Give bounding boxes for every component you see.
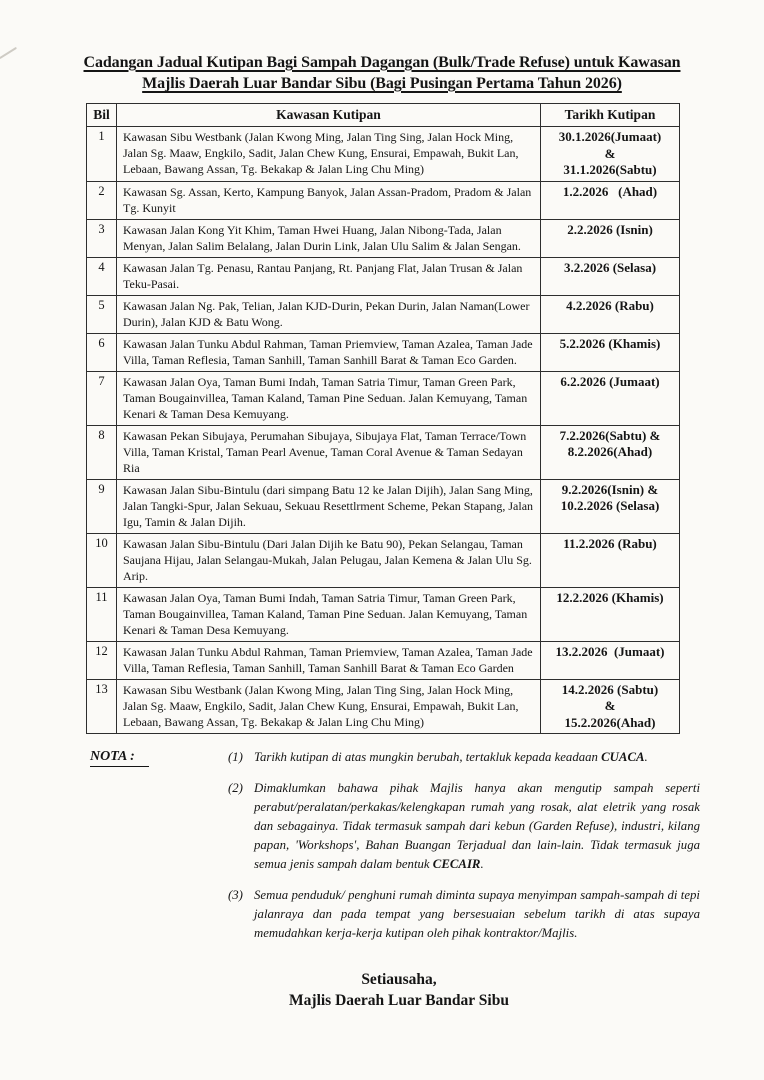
nota-item-number: (1): [228, 750, 243, 764]
kawasan-kutipan-cell: Kawasan Jalan Tg. Penasu, Rantau Panjang, Rt. Panjang Flat, Jalan Trusan & Jalan Teku-Pasai.: [117, 257, 541, 295]
table-row: [87, 219, 680, 257]
kawasan-kutipan-cell: Kawasan Jalan Sibu-Bintulu (Dari Jalan Dijih ke Batu 90), Pekan Selangau, Taman Saujana Hijau, Jalan Selangau-Mukah, Jalan Pelugau, Jalan Kemena & Jalan Ulu Sg. Arip.: [117, 533, 541, 587]
table-row: [87, 181, 680, 219]
tarikh-kutipan-cell: 14.2.2026 (Sabtu) & 15.2.2026(Ahad): [541, 679, 680, 734]
table-row: [87, 587, 680, 641]
tarikh-kutipan-cell: 13.2.2026 (Jumaat): [541, 641, 680, 679]
table-row: [87, 641, 680, 679]
tarikh-kutipan-cell: 1.2.2026 (Ahad): [541, 181, 680, 219]
nota-item-text: Dimaklumkan bahawa pihak Majlis hanya akan mengutip sampah seperti perabut/peralatan/perkakas/kelengkapan rumah yang rosak, alat eletrik yang rosak dan sebagainya. Tidak termasuk sampah dari kebun (Garden Refuse), industri, kilang papan, 'Workshops', Bahan Buangan Terjadual dan lain-lain. Tidak termasuk juga semua jenis sampah dalam bentuk CECAIR.: [254, 781, 700, 871]
document-title: [0, 0, 764, 94]
kawasan-kutipan-cell: Kawasan Jalan Tunku Abdul Rahman, Taman Priemview, Taman Azalea, Taman Jade Villa, Taman Reflesia, Taman Sanhill, Taman Sanhill Barat & Taman Eco Garden: [117, 641, 541, 679]
row-number: 13: [87, 679, 117, 734]
table-row: [87, 533, 680, 587]
table-row: [87, 333, 680, 371]
collection-table-body: [87, 127, 680, 734]
kawasan-kutipan-cell: Kawasan Jalan Oya, Taman Bumi Indah, Taman Satria Timur, Taman Green Park, Taman Bougainvillea, Taman Kaland, Taman Pine Seduan. Jalan Kemuyang, Taman Kenari & Taman Desa Kemuyang.: [117, 371, 541, 425]
header-tarikh: Tarikh Kutipan: [541, 104, 680, 127]
header-bil: Bil: [87, 104, 117, 127]
tarikh-kutipan-cell: 2.2.2026 (Isnin): [541, 219, 680, 257]
nota-section: [0, 748, 764, 943]
signature-role: Setiausaha,: [361, 971, 437, 988]
nota-item: [228, 748, 700, 767]
table-header-row: [87, 104, 680, 127]
signature-block: [249, 969, 549, 1011]
nota-item: [228, 779, 700, 874]
row-number: 3: [87, 219, 117, 257]
table-row: [87, 371, 680, 425]
nota-item-text: Semua penduduk/ penghuni rumah diminta supaya menyimpan sampah-sampah di tepi jalanraya dan pada tempat yang bersesuaian sebelum tarikh di atas supaya memudahkan kerja-kerja kutipan oleh pihak kontraktor/Majlis.: [254, 888, 700, 940]
kawasan-kutipan-cell: Kawasan Sg. Assan, Kerto, Kampung Banyok, Jalan Assan-Pradom, Pradom & Jalan Tg. Kunyit: [117, 181, 541, 219]
row-number: 12: [87, 641, 117, 679]
tarikh-kutipan-cell: 7.2.2026(Sabtu) & 8.2.2026(Ahad): [541, 425, 680, 479]
table-row: [87, 679, 680, 734]
kawasan-kutipan-cell: Kawasan Jalan Kong Yit Khim, Taman Hwei Huang, Jalan Nibong-Tada, Jalan Menyan, Jalan Salim Belalang, Jalan Durin Link, Jalan Ulu Salim & Jalan Sengan.: [117, 219, 541, 257]
nota-item: [228, 886, 700, 943]
tarikh-kutipan-cell: 5.2.2026 (Khamis): [541, 333, 680, 371]
table-row: [87, 257, 680, 295]
nota-items: [228, 748, 700, 943]
row-number: 8: [87, 425, 117, 479]
tarikh-kutipan-cell: 6.2.2026 (Jumaat): [541, 371, 680, 425]
table-row: [87, 425, 680, 479]
nota-item-number: (2): [228, 781, 243, 795]
collection-schedule-table: [86, 103, 680, 734]
table-row: [87, 127, 680, 182]
tarikh-kutipan-cell: 30.1.2026(Jumaat) & 31.1.2026(Sabtu): [541, 127, 680, 182]
kawasan-kutipan-cell: Kawasan Sibu Westbank (Jalan Kwong Ming, Jalan Ting Sing, Jalan Hock Ming, Jalan Sg. Maaw, Engkilo, Sadit, Jalan Chew Kung, Ensurai, Empawah, Bukit Lan, Lebaan, Bawang Assan, Tg. Bekakap & Jalan Ling Chu Ming): [117, 679, 541, 734]
nota-item-number: (3): [228, 888, 243, 902]
kawasan-kutipan-cell: Kawasan Jalan Oya, Taman Bumi Indah, Taman Satria Timur, Taman Green Park, Taman Bougainvillea, Taman Kaland, Taman Pine Seduan. Jalan Kemuyang, Taman Kenari & Taman Desa Kemuyang.: [117, 587, 541, 641]
row-number: 4: [87, 257, 117, 295]
row-number: 7: [87, 371, 117, 425]
table-row: [87, 479, 680, 533]
row-number: 6: [87, 333, 117, 371]
row-number: 9: [87, 479, 117, 533]
nota-item-text: Tarikh kutipan di atas mungkin berubah, tertakluk kepada keadaan CUACA.: [254, 750, 648, 764]
tarikh-kutipan-cell: 9.2.2026(Isnin) & 10.2.2026 (Selasa): [541, 479, 680, 533]
signature-organisation: Majlis Daerah Luar Bandar Sibu: [289, 992, 509, 1009]
tarikh-kutipan-cell: 12.2.2026 (Khamis): [541, 587, 680, 641]
tarikh-kutipan-cell: 3.2.2026 (Selasa): [541, 257, 680, 295]
row-number: 10: [87, 533, 117, 587]
tarikh-kutipan-cell: 4.2.2026 (Rabu): [541, 295, 680, 333]
row-number: 11: [87, 587, 117, 641]
header-kawasan: Kawasan Kutipan: [117, 104, 541, 127]
kawasan-kutipan-cell: Kawasan Jalan Sibu-Bintulu (dari simpang Batu 12 ke Jalan Dijih), Jalan Sang Ming, Jalan Tangki-Spur, Jalan Sekuau, Sekuau Resettlrment Scheme, Pekan Stapang, Jalan Igu, Tamin & Jalan Dijih.: [117, 479, 541, 533]
nota-label: NOTA :: [90, 749, 149, 767]
title-line-2: Majlis Daerah Luar Bandar Sibu (Bagi Pusingan Pertama Tahun 2026): [142, 75, 622, 92]
kawasan-kutipan-cell: Kawasan Pekan Sibujaya, Perumahan Sibujaya, Sibujaya Flat, Taman Terrace/Town Villa, Taman Kristal, Taman Pearl Avenue, Taman Coral Avenue & Taman Sedayan Ria: [117, 425, 541, 479]
tarikh-kutipan-cell: 11.2.2026 (Rabu): [541, 533, 680, 587]
row-number: 1: [87, 127, 117, 182]
row-number: 5: [87, 295, 117, 333]
table-row: [87, 295, 680, 333]
kawasan-kutipan-cell: Kawasan Jalan Ng. Pak, Telian, Jalan KJD-Durin, Pekan Durin, Jalan Naman(Lower Durin), Jalan KJD & Batu Wong.: [117, 295, 541, 333]
kawasan-kutipan-cell: Kawasan Sibu Westbank (Jalan Kwong Ming, Jalan Ting Sing, Jalan Hock Ming, Jalan Sg. Maaw, Engkilo, Sadit, Jalan Chew Kung, Ensurai, Empawah, Bukit Lan, Lebaan, Bawang Assan, Tg. Bekakap & Jalan Ling Chu Ming): [117, 127, 541, 182]
title-line-1: Cadangan Jadual Kutipan Bagi Sampah Dagangan (Bulk/Trade Refuse) untuk Kawasan: [83, 54, 681, 71]
row-number: 2: [87, 181, 117, 219]
kawasan-kutipan-cell: Kawasan Jalan Tunku Abdul Rahman, Taman Priemview, Taman Azalea, Taman Jade Villa, Taman Reflesia, Taman Sanhill, Taman Sanhill Barat & Taman Eco Garden.: [117, 333, 541, 371]
